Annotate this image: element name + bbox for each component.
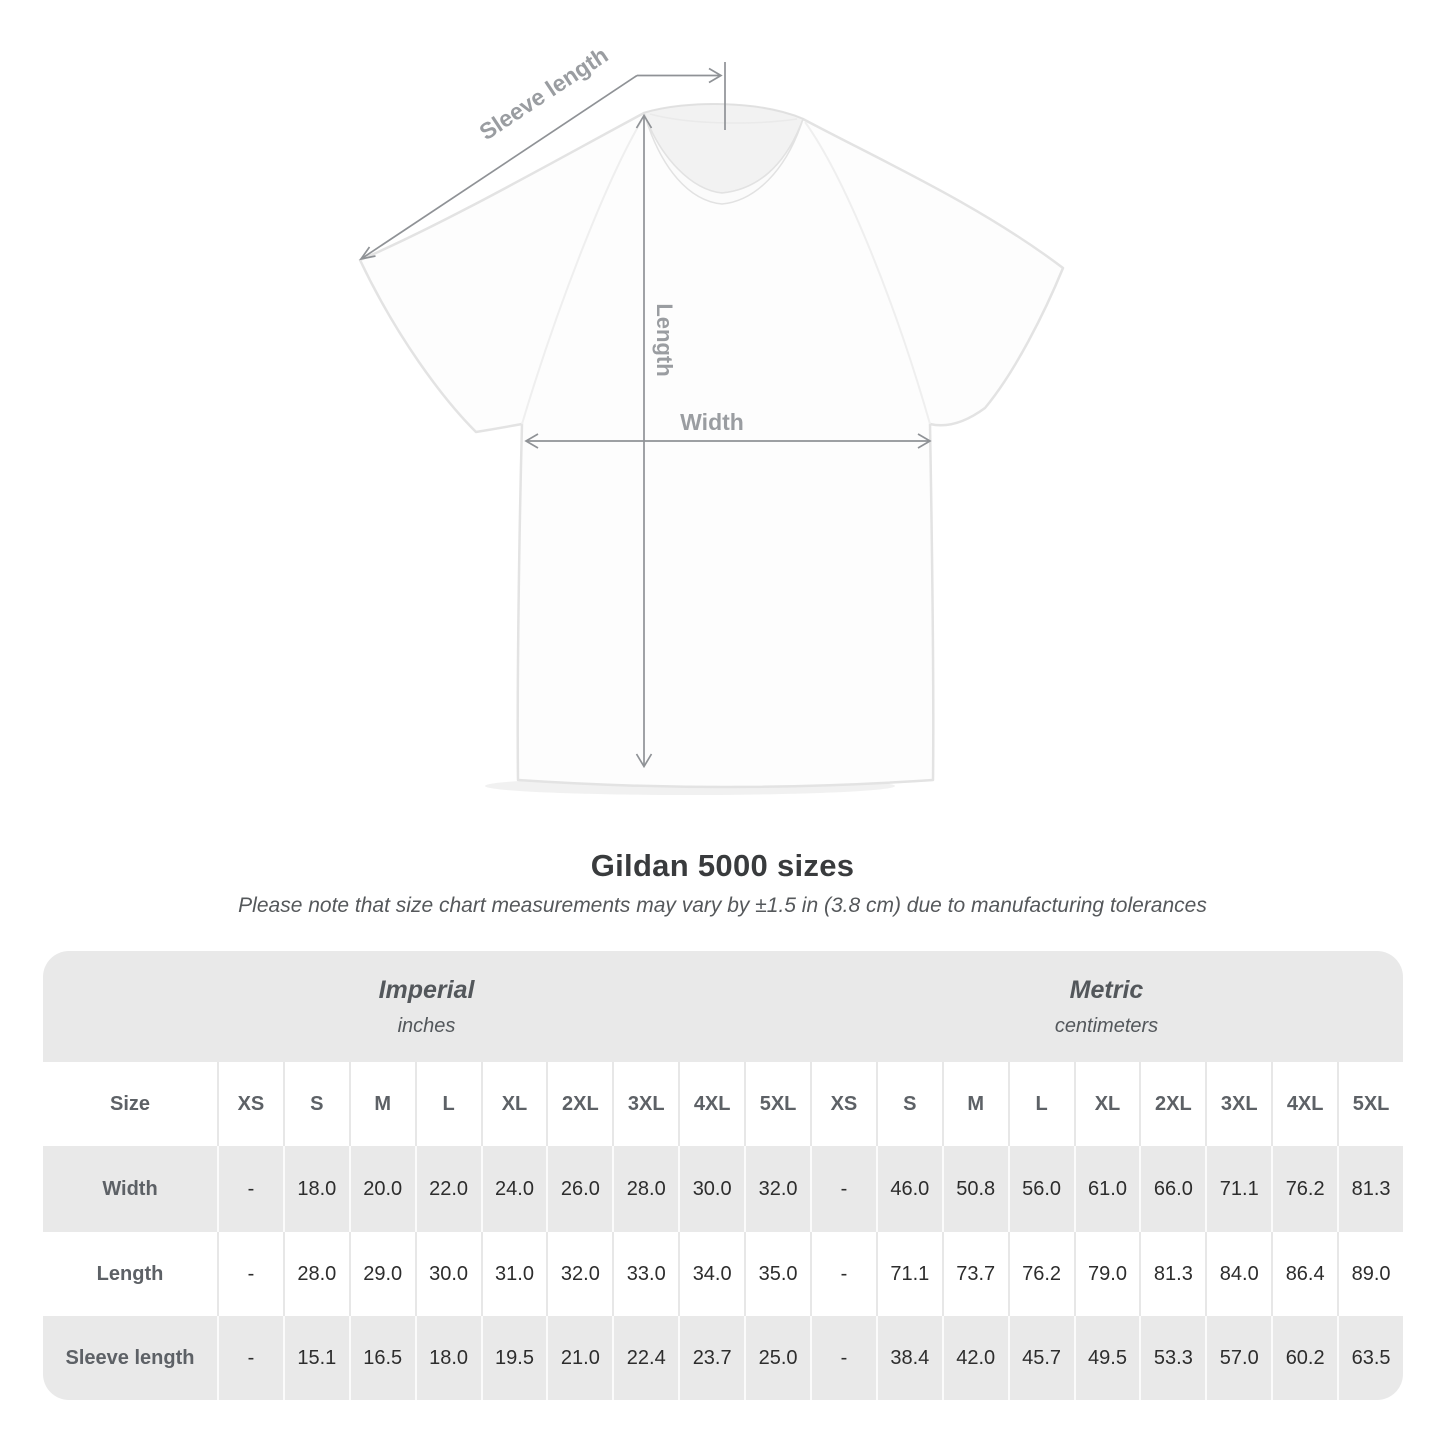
size-header-cell: 2XL — [546, 1062, 612, 1146]
value-cell: 24.0 — [481, 1146, 547, 1232]
metric-label: Metric — [1069, 975, 1144, 1004]
size-header-row — [43, 1062, 1403, 1146]
sleeve-length-row — [43, 1316, 1403, 1400]
value-cell: 19.5 — [481, 1316, 547, 1400]
size-header-cell: 3XL — [612, 1062, 678, 1146]
value-cell: - — [217, 1316, 283, 1400]
value-cell: 35.0 — [744, 1232, 810, 1316]
size-header-cell: XS — [810, 1062, 876, 1146]
value-cell: 42.0 — [942, 1316, 1008, 1400]
size-header-cell: 3XL — [1205, 1062, 1271, 1146]
size-header-cell: XL — [481, 1062, 547, 1146]
size-header-cell: L — [415, 1062, 481, 1146]
metric-group-header — [810, 951, 1403, 1062]
size-header-cell: M — [942, 1062, 1008, 1146]
value-cell: 22.4 — [612, 1316, 678, 1400]
value-cell: 21.0 — [546, 1316, 612, 1400]
imperial-label: Imperial — [378, 975, 475, 1004]
width-row — [43, 1146, 1403, 1232]
value-cell: 34.0 — [678, 1232, 744, 1316]
value-cell: 81.3 — [1139, 1232, 1205, 1316]
chart-title: Gildan 5000 sizes — [590, 848, 855, 883]
value-cell: 86.4 — [1271, 1232, 1337, 1316]
size-header-cell: M — [349, 1062, 415, 1146]
value-cell: 53.3 — [1139, 1316, 1205, 1400]
value-cell: 32.0 — [546, 1232, 612, 1316]
size-header-cell: XL — [1074, 1062, 1140, 1146]
value-cell: - — [217, 1232, 283, 1316]
value-cell: - — [810, 1232, 876, 1316]
value-cell: 30.0 — [678, 1146, 744, 1232]
value-cell: 73.7 — [942, 1232, 1008, 1316]
value-cell: 15.1 — [283, 1316, 349, 1400]
value-cell: 79.0 — [1074, 1232, 1140, 1316]
value-cell: - — [810, 1316, 876, 1400]
value-cell: 18.0 — [415, 1316, 481, 1400]
value-cell: 32.0 — [744, 1146, 810, 1232]
tshirt-shape — [360, 104, 1063, 787]
value-cell: - — [810, 1146, 876, 1232]
value-cell: 18.0 — [283, 1146, 349, 1232]
value-cell: 28.0 — [612, 1146, 678, 1232]
value-cell: 61.0 — [1074, 1146, 1140, 1232]
value-cell: 33.0 — [612, 1232, 678, 1316]
value-cell: - — [217, 1146, 283, 1232]
value-cell: 25.0 — [744, 1316, 810, 1400]
value-cell: 89.0 — [1337, 1232, 1403, 1316]
unit-group-band — [43, 951, 1403, 1062]
value-cell: 46.0 — [876, 1146, 942, 1232]
value-cell: 63.5 — [1337, 1316, 1403, 1400]
size-table — [43, 951, 1403, 1400]
value-cell: 30.0 — [415, 1232, 481, 1316]
value-cell: 29.0 — [349, 1232, 415, 1316]
width-label: Width — [680, 409, 744, 435]
value-cell: 22.0 — [415, 1146, 481, 1232]
value-cell: 66.0 — [1139, 1146, 1205, 1232]
row-label: Length — [96, 1262, 164, 1285]
value-cell: 23.7 — [678, 1316, 744, 1400]
value-cell: 71.1 — [876, 1232, 942, 1316]
value-cell: 49.5 — [1074, 1316, 1140, 1400]
row-label: Sleeve length — [65, 1346, 195, 1369]
size-column-header: Size — [109, 1092, 151, 1115]
value-cell: 28.0 — [283, 1232, 349, 1316]
value-cell: 60.2 — [1271, 1316, 1337, 1400]
value-cell: 76.2 — [1008, 1232, 1074, 1316]
size-header-cell: S — [283, 1062, 349, 1146]
size-header-cell: L — [1008, 1062, 1074, 1146]
value-cell: 31.0 — [481, 1232, 547, 1316]
value-cell: 81.3 — [1337, 1146, 1403, 1232]
tolerance-note: Please note that size chart measurements may vary by ±1.5 in (3.8 cm) due to manufacturing tolerances — [238, 894, 1207, 917]
value-cell: 76.2 — [1271, 1146, 1337, 1232]
value-cell: 38.4 — [876, 1316, 942, 1400]
value-cell: 50.8 — [942, 1146, 1008, 1232]
value-cell: 20.0 — [349, 1146, 415, 1232]
value-cell: 16.5 — [349, 1316, 415, 1400]
size-header-cell: 5XL — [744, 1062, 810, 1146]
value-cell: 26.0 — [546, 1146, 612, 1232]
value-cell: 56.0 — [1008, 1146, 1074, 1232]
sleeve-length-label: Sleeve length — [474, 41, 613, 146]
size-header-cell: 4XL — [678, 1062, 744, 1146]
size-header-cell: XS — [217, 1062, 283, 1146]
imperial-unit: inches — [397, 1014, 456, 1037]
value-cell: 71.1 — [1205, 1146, 1271, 1232]
size-header-cell: 5XL — [1337, 1062, 1403, 1146]
value-cell: 84.0 — [1205, 1232, 1271, 1316]
row-label: Width — [102, 1177, 158, 1200]
size-header-cell: 2XL — [1139, 1062, 1205, 1146]
size-header-cell: S — [876, 1062, 942, 1146]
value-cell: 57.0 — [1205, 1316, 1271, 1400]
length-row — [43, 1232, 1403, 1316]
metric-unit: centimeters — [1054, 1014, 1159, 1037]
length-label: Length — [652, 303, 677, 377]
value-cell: 45.7 — [1008, 1316, 1074, 1400]
size-header-cell: 4XL — [1271, 1062, 1337, 1146]
imperial-group-header — [43, 951, 810, 1062]
